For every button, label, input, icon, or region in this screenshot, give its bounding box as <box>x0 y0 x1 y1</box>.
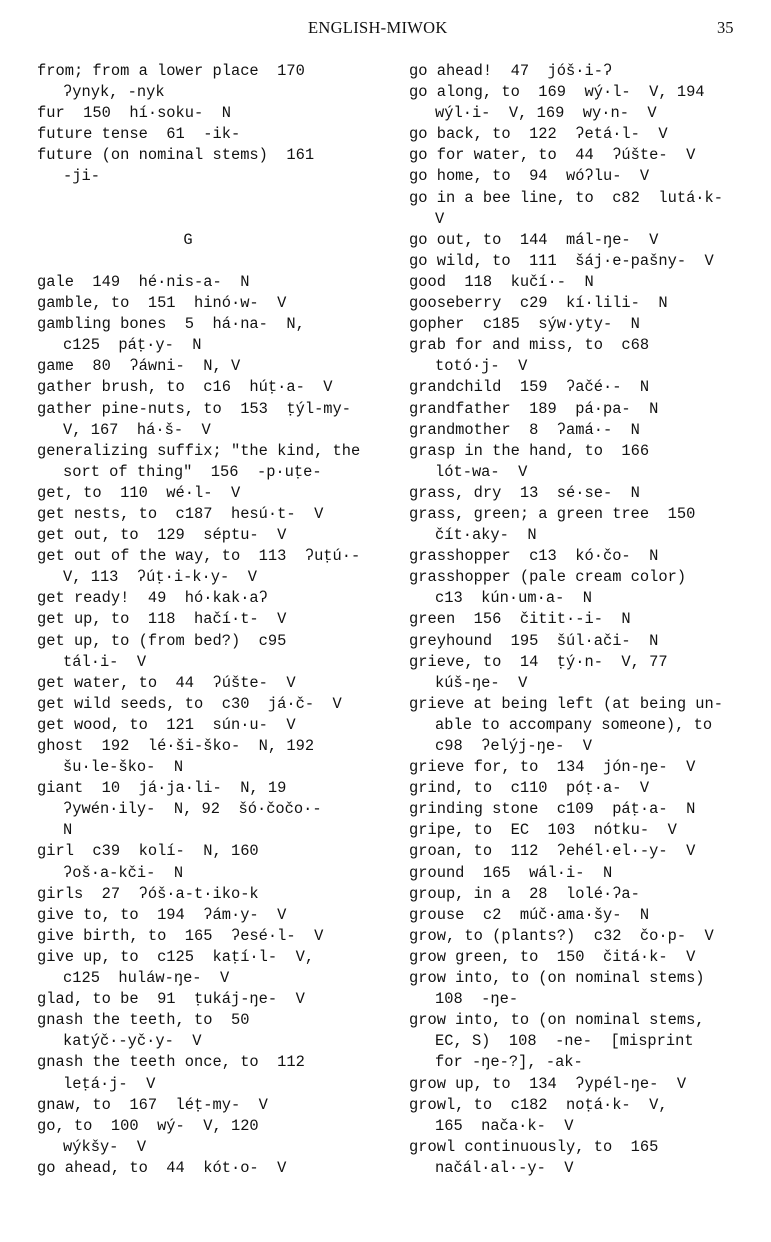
dictionary-entry-line: give birth, to 165 ʔesé·l- V <box>37 926 324 945</box>
dictionary-entry-line: ground 165 wál·i- N <box>409 863 613 882</box>
dictionary-entry-line: go home, to 94 wóʔlu- V <box>409 167 650 186</box>
dictionary-entry-line: group, in a 28 lolé·ʔa- <box>409 884 640 903</box>
left-column <box>37 61 379 1179</box>
dictionary-entry-continuation: 165 nača·k- V <box>435 1116 574 1135</box>
dictionary-entry-line: get wild seeds, to c30 já·č- V <box>37 694 342 713</box>
dictionary-entry-line: go along, to 169 wý·l- V, 194 <box>409 83 705 102</box>
dictionary-entry-line: gamble, to 151 hinó·w- V <box>37 294 287 313</box>
blank-line <box>37 209 379 230</box>
dictionary-entry-line: go ahead! 47 jóš·i-ʔ <box>409 62 613 80</box>
dictionary-entry-line: get nests, to c187 hesú·t- V <box>37 504 324 523</box>
dictionary-entry-line: fur 150 hí·soku- N <box>37 104 231 123</box>
dictionary-entry-line: grieve, to 14 ṭý·n- V, 77 <box>409 652 668 671</box>
dictionary-entry-line: future tense 61 -ik- <box>37 125 241 144</box>
dictionary-entry-continuation: sort of thing" 156 -p·uṭe- <box>63 462 322 481</box>
dictionary-entry-continuation: šu·le-ško- N <box>63 758 184 777</box>
dictionary-entry-continuation: V, 113 ʔúṭ·i-k·y- V <box>63 568 257 587</box>
dictionary-entry-line: greyhound 195 šúl·ači- N <box>409 631 659 650</box>
dictionary-entry-line: gopher c185 sýw·yty- N <box>409 315 640 334</box>
dictionary-entry-continuation: V, 167 há·š- V <box>63 420 211 439</box>
dictionary-entry-line: groan, to 112 ʔehél·el·-y- V <box>409 842 696 861</box>
page-header <box>0 18 771 44</box>
dictionary-entry-line: gripe, to EC 103 nótku- V <box>409 821 677 840</box>
dictionary-entry-line: gnash the teeth once, to 112 <box>37 1053 305 1072</box>
dictionary-entry-continuation: c125 huláw-ŋe- V <box>63 969 230 988</box>
dictionary-entry-line: growl, to c182 noṭá·k- V, <box>409 1095 668 1114</box>
dictionary-entry-line: gale 149 hé·nis-a- N <box>37 272 250 291</box>
dictionary-entry-line: from; from a lower place 170 <box>37 62 305 80</box>
dictionary-entry-line: girl c39 kolí- N, 160 <box>37 842 259 861</box>
dictionary-entry-line: grasp in the hand, to 166 <box>409 441 650 460</box>
dictionary-entry-line: gnash the teeth, to 50 <box>37 1011 250 1030</box>
dictionary-entry-continuation: tál·i- V <box>63 652 147 671</box>
dictionary-entry-line: grow, to (plants?) c32 čo·p- V <box>409 926 714 945</box>
dictionary-entry-line: grow into, to (on nominal stems, <box>409 1011 705 1030</box>
dictionary-entry-continuation: c125 páṭ·y- N <box>63 336 202 355</box>
dictionary-entry-continuation: wýkšy- V <box>63 1137 147 1156</box>
dictionary-entry-line: giant 10 já·ja·li- N, 19 <box>37 779 287 798</box>
dictionary-entry-continuation: wýl·i- V, 169 wy·n- V <box>435 104 657 123</box>
dictionary-entry-line: get, to 110 wé·l- V <box>37 483 241 502</box>
dictionary-entry-line: get up, to (from bed?) c95 <box>37 631 287 650</box>
right-column <box>409 61 744 1179</box>
page-number: 35 <box>717 18 734 37</box>
dictionary-entry-line: grandchild 159 ʔačé·- N <box>409 378 650 397</box>
dictionary-entry-continuation: V <box>435 209 445 228</box>
dictionary-entry-continuation: N <box>63 821 73 840</box>
dictionary-entry-line: grinding stone c109 páṭ·a- N <box>409 800 696 819</box>
dictionary-entry-line: get wood, to 121 sún·u- V <box>37 715 296 734</box>
dictionary-entry-line: get out of the way, to 113 ʔuṭú·- <box>37 547 361 566</box>
dictionary-entry-line: grandfather 189 pá·pa- N <box>409 399 659 418</box>
dictionary-entry-line: grow green, to 150 čitá·k- V <box>409 947 696 966</box>
dictionary-entry-line: go for water, to 44 ʔúšte- V <box>409 146 696 165</box>
dictionary-entry-line: grab for and miss, to c68 <box>409 336 650 355</box>
dictionary-entry-line: gather pine-nuts, to 153 ṭýl-my- <box>37 399 352 418</box>
dictionary-entry-line: grind, to c110 póṭ·a- V <box>409 779 650 798</box>
dictionary-entry-line: go back, to 122 ʔetá·l- V <box>409 125 668 144</box>
dictionary-entry-line: grow into, to (on nominal stems) <box>409 969 705 988</box>
dictionary-entry-line: get up, to 118 hačí·t- V <box>37 610 287 629</box>
dictionary-entry-line: girls 27 ʔóš·a-t·iko-k <box>37 884 259 903</box>
dictionary-entry-line: get out, to 129 séptu- V <box>37 526 287 545</box>
dictionary-entry-continuation: c13 kún·um·a- N <box>435 589 593 608</box>
dictionary-entry-line: grandmother 8 ʔamá·- N <box>409 420 640 439</box>
dictionary-entry-line: gooseberry c29 kí·lili- N <box>409 294 668 313</box>
dictionary-entry-continuation: -ji- <box>63 167 100 186</box>
dictionary-entry-continuation: for -ŋe-?], -ak- <box>435 1053 583 1072</box>
dictionary-entry-line: green 156 čitit·-i- N <box>409 610 631 629</box>
dictionary-entry-continuation: c98 ʔelýj-ŋe- V <box>435 737 593 755</box>
dictionary-entry-line: future (on nominal stems) 161 <box>37 146 315 165</box>
dictionary-entry-line: growl continuously, to 165 <box>409 1137 659 1156</box>
dictionary-entry-continuation: katýč·-yč·y- V <box>63 1032 202 1051</box>
dictionary-entry-continuation: EC, S) 108 -ne- [misprint <box>435 1032 694 1051</box>
dictionary-entry-line: generalizing suffix; "the kind, the <box>37 441 361 460</box>
dictionary-entry-line: grasshopper (pale cream color) <box>409 568 687 587</box>
blank-line <box>37 251 379 272</box>
dictionary-entry-line: gambling bones 5 há·na- N, <box>37 315 305 334</box>
dictionary-entry-line: grieve for, to 134 jón-ŋe- V <box>409 758 696 777</box>
running-title: ENGLISH-MIWOK <box>308 18 448 37</box>
dictionary-entry-line: get ready! 49 hó·kak·aʔ <box>37 589 268 608</box>
dictionary-entry-continuation: able to accompany someone), to <box>435 715 713 734</box>
dictionary-entry-line: go in a bee line, to c82 lutá·k- <box>409 188 724 207</box>
dictionary-entry-continuation: ʔynyk, -nyk <box>63 83 165 102</box>
dictionary-entry-line: grass, dry 13 sé·se- N <box>409 483 640 502</box>
dictionary-entry-line: give to, to 194 ʔám·y- V <box>37 905 287 924</box>
dictionary-entry-line: glad, to be 91 ṭukáj-ŋe- V <box>37 990 305 1009</box>
dictionary-entry-continuation: čít·aky- N <box>435 526 537 545</box>
dictionary-entry-continuation: ʔoš·a-kči- N <box>63 863 184 882</box>
dictionary-entry-continuation: lót-wa- V <box>435 462 528 481</box>
dictionary-entry-line: good 118 kučí·- N <box>409 272 594 291</box>
dictionary-entry-continuation: ʔywén·ily- N, 92 šó·čočo·- <box>63 800 322 819</box>
dictionary-entry-continuation: totó·j- V <box>435 357 528 376</box>
dictionary-entry-continuation: načál·al·-y- V <box>435 1158 574 1177</box>
dictionary-entry-continuation: leṭá·j- V <box>63 1074 156 1093</box>
dictionary-entry-line: gnaw, to 167 léṭ-my- V <box>37 1095 268 1114</box>
dictionary-entry-line: grieve at being left (at being un- <box>409 694 724 713</box>
dictionary-entry-line: gather brush, to c16 húṭ·a- V <box>37 378 333 397</box>
dictionary-entry-line: give up, to c125 kaṭí·l- V, <box>37 947 315 966</box>
dictionary-entry-continuation: 108 -ŋe- <box>435 990 519 1009</box>
section-heading: G <box>183 230 193 249</box>
dictionary-entry-line: get water, to 44 ʔúšte- V <box>37 673 296 692</box>
dictionary-entry-line: go out, to 144 mál-ŋe- V <box>409 230 659 249</box>
dictionary-entry-line: grass, green; a green tree 150 <box>409 504 696 523</box>
dictionary-entry-line: go ahead, to 44 kót·o- V <box>37 1158 287 1177</box>
dictionary-entry-line: game 80 ʔáwni- N, V <box>37 357 241 376</box>
dictionary-entry-continuation: kúš-ŋe- V <box>435 673 528 692</box>
blank-line <box>37 188 379 209</box>
dictionary-entry-line: grow up, to 134 ʔypél-ŋe- V <box>409 1074 687 1093</box>
dictionary-entry-line: go wild, to 111 šáj·e-pašny- V <box>409 251 714 270</box>
dictionary-entry-line: go, to 100 wý- V, 120 <box>37 1116 259 1135</box>
dictionary-entry-line: grouse c2 múč·ama·šy- N <box>409 905 650 924</box>
dictionary-entry-line: grasshopper c13 kó·čo- N <box>409 547 659 566</box>
dictionary-entry-line: ghost 192 lé·ši-ško- N, 192 <box>37 737 315 755</box>
